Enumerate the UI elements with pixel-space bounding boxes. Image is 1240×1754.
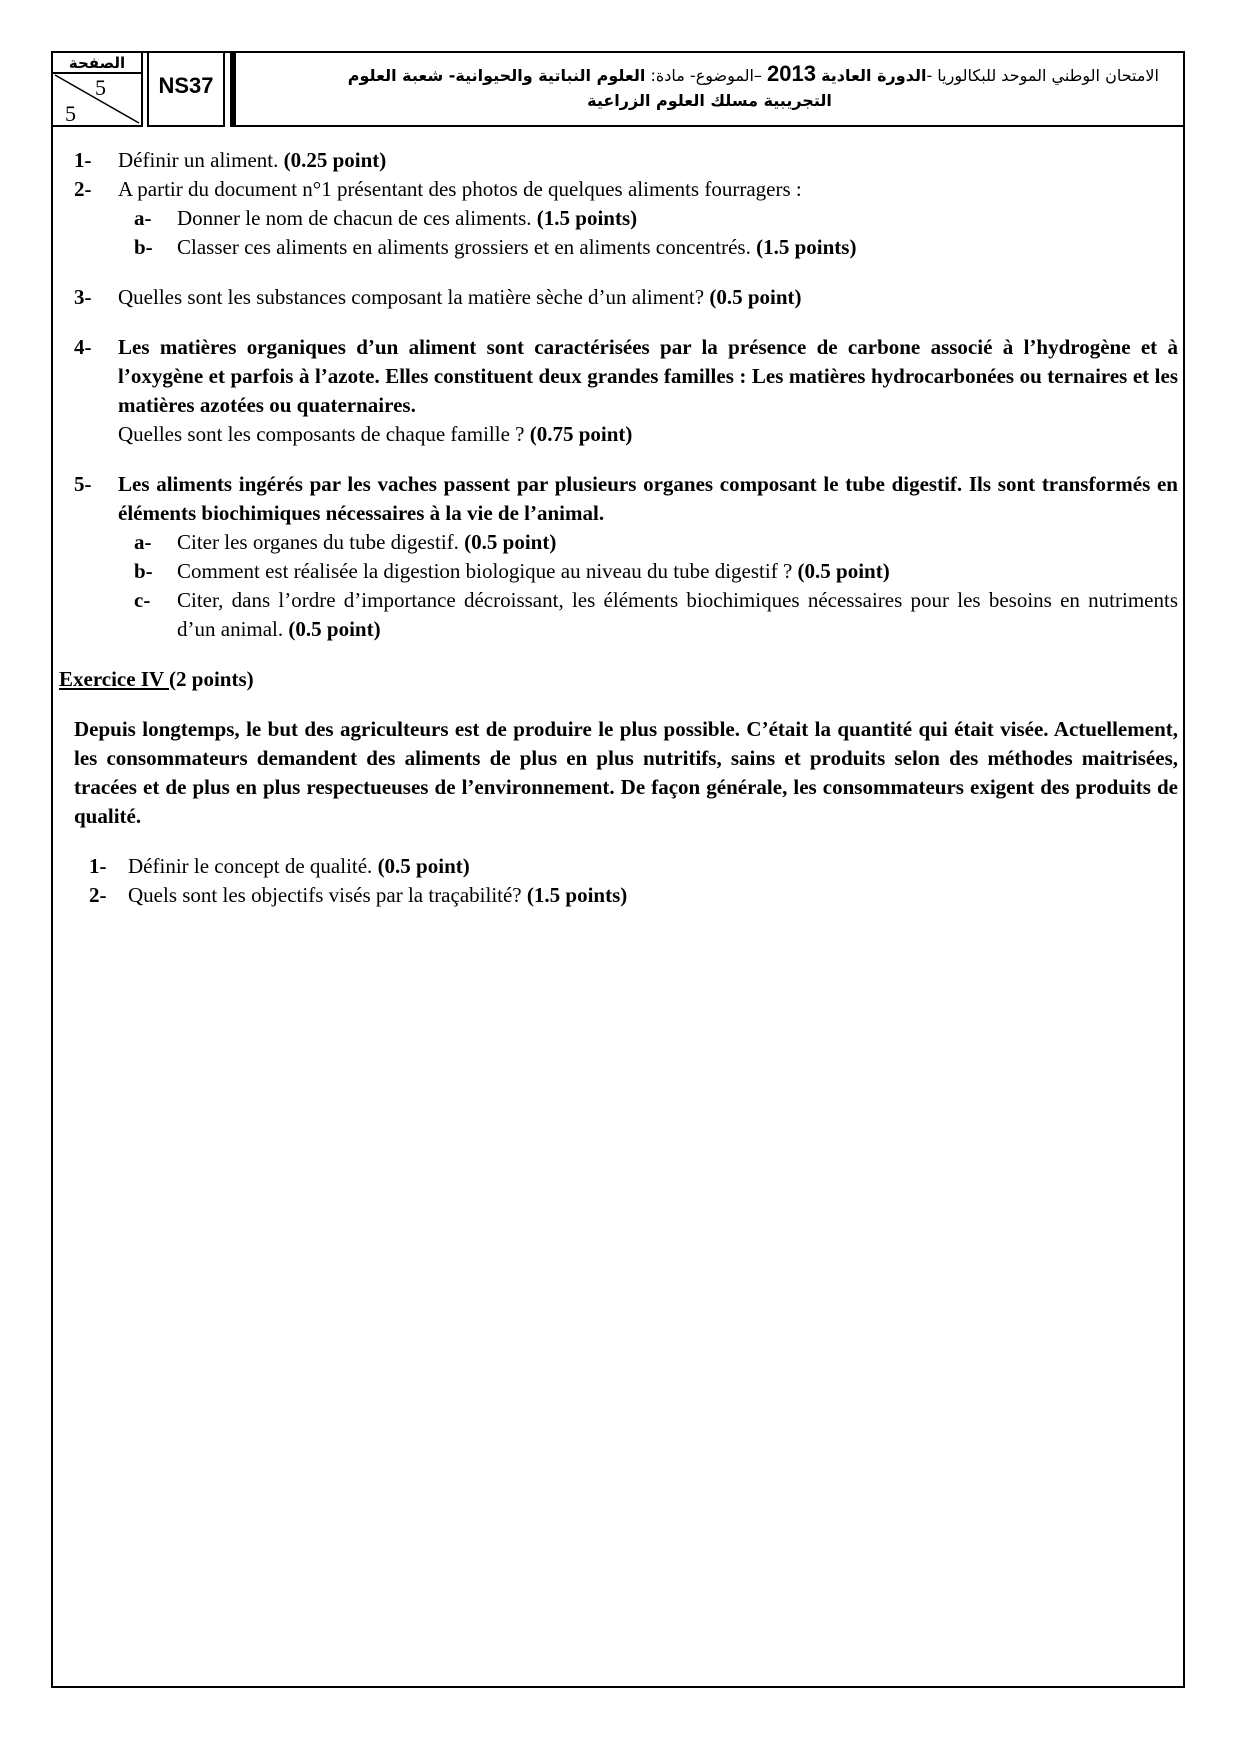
question-2 <box>58 175 1178 204</box>
question-text: A partir du document n°1 présentant des photos de quelques aliments fourragers : <box>118 177 802 201</box>
exam-code: NS37 <box>158 73 214 98</box>
question-points: (0.75 point) <box>529 422 633 446</box>
question-points: (0.5 point) <box>377 854 470 878</box>
sub-letter: b- <box>134 235 153 259</box>
question-points: (1.5 points) <box>526 883 628 907</box>
question-5a <box>58 528 1178 557</box>
page-number: 5 <box>65 101 76 126</box>
question-number: 5- <box>74 472 92 496</box>
question-number: 1- <box>74 148 92 172</box>
sub-letter: a- <box>134 206 152 230</box>
question-text: Définir le concept de qualité. <box>128 854 378 878</box>
question-points: (1.5 points) <box>536 206 638 230</box>
question-3 <box>58 283 1178 312</box>
question-points: (0.25 point) <box>283 148 387 172</box>
question-points: (0.5 point) <box>709 285 802 309</box>
question-number: 3- <box>74 285 92 309</box>
question-intro: Les matières organiques d’un aliment sont caractérisées par la présence de carbone associé à l’hydrogène et à l’oxygène et parfois à l’azote. Elles constituent deux grandes familles : Les matières hydrocarbonées ou ternaires et les matières azotées ou quaternaires. <box>118 335 1178 417</box>
sub-letter: a- <box>134 530 152 554</box>
question-text: Quelles sont les composants de chaque famille ? <box>118 422 530 446</box>
exercise-title-text: Exercice IV <box>59 667 170 691</box>
question-text: Quelles sont les substances composant la matière sèche d’un aliment? <box>118 285 710 309</box>
question-5b <box>58 557 1178 586</box>
question-points: (0.5 point) <box>464 530 557 554</box>
sub-letter: b- <box>134 559 153 583</box>
question-5 <box>58 470 1178 528</box>
question-number: 4- <box>74 335 92 359</box>
question-text: Comment est réalisée la digestion biologique au niveau du tube digestif ? <box>177 559 798 583</box>
question-text: Définir un aliment. <box>118 148 284 172</box>
question-text: Quels sont les objectifs visés par la traçabilité? <box>128 883 527 907</box>
question-points: (0.5 point) <box>288 617 381 641</box>
question-number: 1- <box>89 854 107 878</box>
page-label: الصفحة <box>53 54 141 74</box>
question-number: 2- <box>89 883 107 907</box>
exercise-4-title <box>58 665 1178 694</box>
page-number-box <box>51 51 143 127</box>
question-text: Classer ces aliments en aliments grossiers et en aliments concentrés. <box>177 235 757 259</box>
title-session: الدورة العادية <box>821 66 927 85</box>
question-text: Citer, dans l’ordre d’importance décroissant, les éléments biochimiques nécessaires pour les besoins en nutriments d’un animal. <box>177 588 1178 641</box>
exam-title-line2: التجريبية مسلك العلوم الزراعية <box>587 91 832 110</box>
question-intro: Les aliments ingérés par les vaches passent par plusieurs organes composant le tube digestif. Ils sont transformés en éléments biochimiques nécessaires à la vie de l’animal. <box>118 472 1178 525</box>
question-2b <box>58 233 1178 262</box>
exam-title-line1 <box>244 61 1159 87</box>
question-2a <box>58 204 1178 233</box>
question-4 <box>58 333 1178 449</box>
question-points: (0.5 point) <box>797 559 890 583</box>
question-points: (1.5 points) <box>756 235 857 259</box>
title-part-b: –الموضوع- مادة: <box>645 66 762 85</box>
question-1 <box>58 146 1178 175</box>
exercise-4-question-2 <box>58 881 1178 910</box>
exam-title-box <box>230 51 1185 127</box>
title-subject: العلوم النباتية والحيوانية- شعبة العلوم <box>347 66 646 85</box>
exercise-points: (2 points) <box>169 667 254 691</box>
exercise-4-paragraph: Depuis longtemps, le but des agriculteurs est de produire le plus possible. C’était la quantité qui était visée. Actuellement, les consommateurs demandent des aliments de plus en plus nutritifs, sains et produits selon des méthodes maitrisées, tracées et de plus en plus respectueuses de l’environnement. De façon générale, les consommateurs exigent des produits de qualité. <box>74 717 1178 828</box>
question-5c <box>58 586 1178 644</box>
sub-letter: c- <box>134 588 151 612</box>
page-total: 5 <box>95 75 106 100</box>
exam-code-box <box>147 51 225 127</box>
exam-content <box>58 146 1178 910</box>
title-part-a: الامتحان الوطني الموحد للبكالوريا - <box>926 66 1159 85</box>
question-text: Donner le nom de chacun de ces aliments. <box>177 206 537 230</box>
exercise-4-question-1 <box>58 852 1178 881</box>
question-text: Citer les organes du tube digestif. <box>177 530 465 554</box>
title-year: 2013 <box>767 61 816 86</box>
question-number: 2- <box>74 177 92 201</box>
exam-header <box>51 51 1185 127</box>
